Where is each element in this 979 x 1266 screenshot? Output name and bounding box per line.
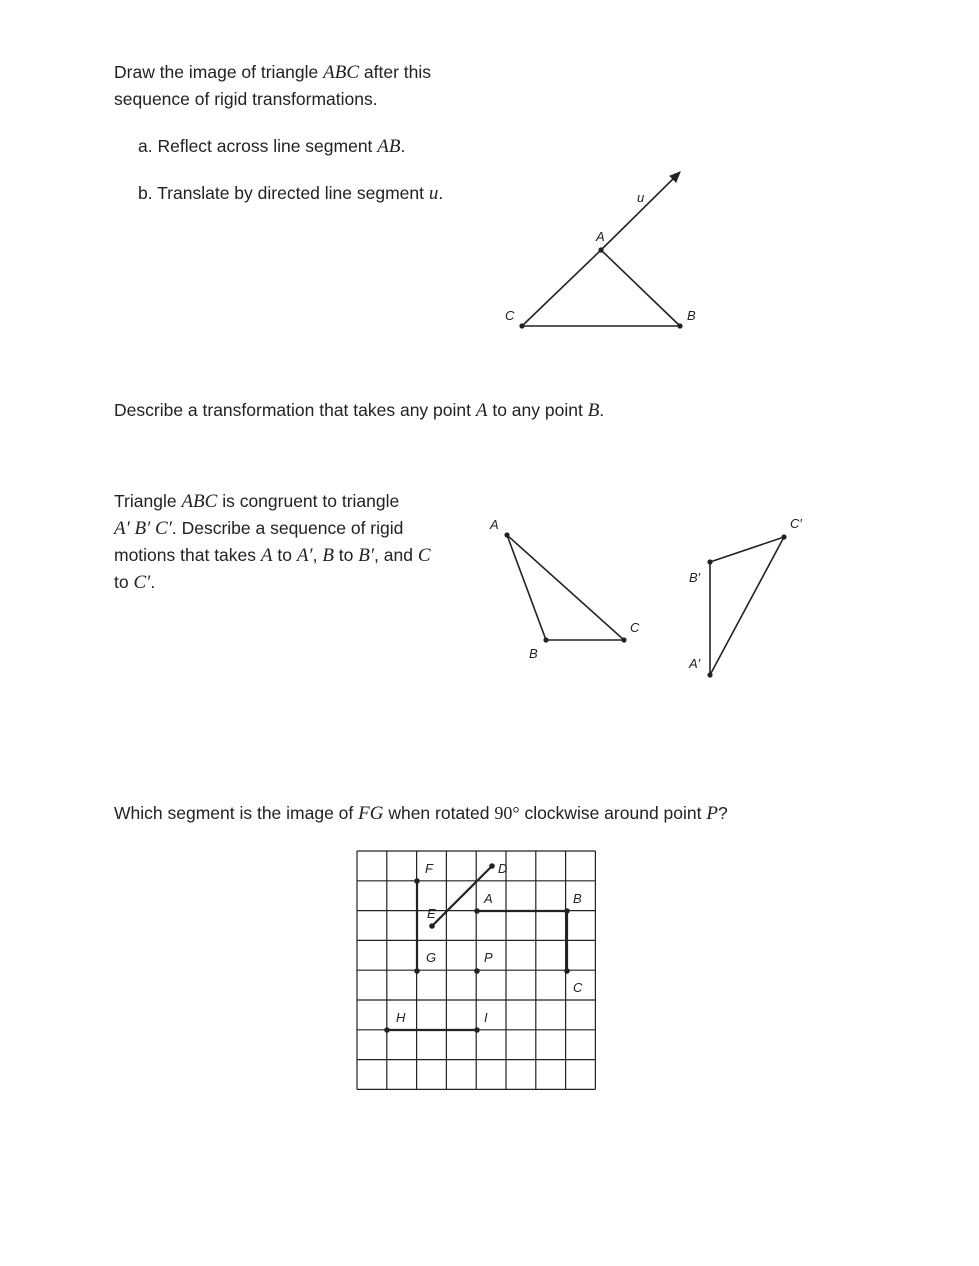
math-ab: AB [377,136,401,157]
math-b-3: B [322,545,334,566]
label-p: P [484,950,493,965]
p3-l3-t2: , [312,545,323,565]
problem1-line1-text: Draw the image of triangle [114,62,324,82]
label-b-prime: B′ [689,570,701,585]
math-abc-2: ABC [181,491,218,512]
point-h [384,1027,390,1033]
p4-text-mid2: clockwise around point [519,803,707,823]
label-a-grid: A [484,891,493,906]
math-b-prime: B′ [358,545,375,566]
grid-segments [387,866,567,1030]
point-a-grid [474,908,480,914]
label-e: E [427,906,436,921]
label-b-p3: B [529,646,538,661]
math-a-prime: A′ [296,545,313,566]
math-a-3: A [260,545,273,566]
p3-l3-t3: to [333,545,359,565]
label-d: D [498,861,508,876]
label-c-p3: C [630,620,640,635]
math-abc: ABC [323,62,360,83]
p3-l1-post: is congruent to triangle [217,491,400,511]
point-p [474,968,480,974]
p3-l3-pre: motions that takes [114,545,261,565]
point-f [414,878,420,884]
label-b-grid: B [573,891,582,906]
label-a: A [596,229,605,244]
math-u: u [428,183,439,204]
math-p: P [706,803,718,824]
point-i [474,1027,480,1033]
label-g: G [426,950,437,965]
math-a: A [475,400,488,421]
math-90-degrees: 90° [494,803,520,823]
math-fg: FG [358,803,384,824]
point-e [429,923,435,929]
step-b-text: b. Translate by directed line segment [138,183,429,203]
point-b-grid [564,908,570,914]
math-c-prime: C′ [133,572,151,593]
p4-text-mid: when rotated [383,803,495,823]
p3-l4-post: . [150,572,156,592]
p3-l3-t4: , and [374,545,418,565]
math-b: B [587,400,600,421]
p4-text-pre: Which segment is the image of [114,803,359,823]
label-h: H [396,1010,406,1025]
problem2-text-pre: Describe a transformation that takes any point [114,400,476,420]
label-c: C [505,308,515,323]
p3-l2-post: . Describe a sequence of rigid [171,518,404,538]
label-u: u [637,190,645,205]
p4-text-post: ? [717,803,728,823]
step-a-text: a. Reflect across line segment [138,136,378,156]
segment-ed [432,866,492,926]
math-abc-prime: A′ B′ C′ [114,518,172,539]
step-b-period: . [438,183,444,203]
math-c-3: C [417,545,431,566]
point-d [489,863,495,869]
label-a-prime: A′ [689,656,701,671]
step-a-period: . [400,136,406,156]
label-c-prime: C′ [790,516,802,531]
label-c-grid: C [573,980,583,995]
problem1-line2: sequence of rigid transformations. [114,89,378,109]
label-i: I [484,1010,488,1025]
p3-l4-pre: to [114,572,134,592]
p3-l3-t1: to [272,545,297,565]
label-a-p3: A [490,517,499,532]
problem2-text-post: . [599,400,605,420]
point-g [414,968,420,974]
point-c-grid [564,968,570,974]
problem1-line1-post: after this [359,62,432,82]
problem2-text-mid: to any point [487,400,588,420]
label-b: B [687,308,696,323]
label-f: F [425,861,433,876]
p3-l1-pre: Triangle [114,491,182,511]
